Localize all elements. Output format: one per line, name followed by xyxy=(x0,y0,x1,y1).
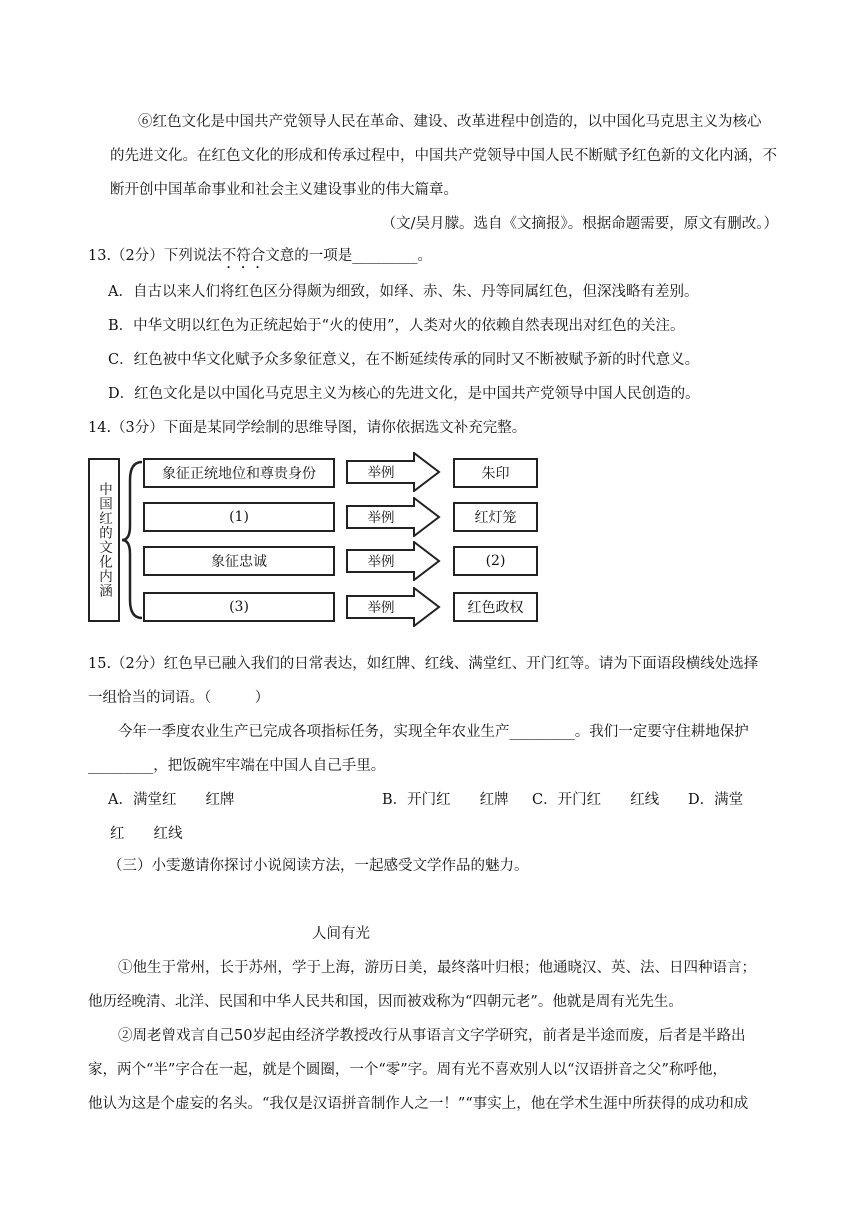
mindmap-row3-left: 象征忠诚 xyxy=(143,546,335,576)
q15-para-line1: 今年一季度农业生产已完成各项指标任务，实现全年农业生产_________。我们一定要守住耕地保护 xyxy=(118,724,749,740)
q13-option-a: A．自古以来人们将红色区分得颇为细致，如绎、赤、朱、丹等同属红色，但深浅略有差别。 xyxy=(108,284,699,300)
story-p1-line2: 他历经晚清、北洋、民国和中华人民共和国，因而被戏称为“四朝元老”。他就是周有光先生。 xyxy=(88,994,683,1010)
q15-stem-line1: 15.（2分）红色早已融入我们的日常表达，如红牌、红线、满堂红、开门红等。请为下面语段横线处选择 xyxy=(88,656,759,672)
mindmap-row4-arrow-label: 举例 xyxy=(367,600,395,616)
story-p1-line1: ①他生于常州，长于苏州，学于上海，游历日美，最终落叶归根；他通晓汉、英、法、日四种语言； xyxy=(118,960,756,976)
mindmap-row2-arrow-label: 举例 xyxy=(367,510,395,526)
q15-option-d: D．满堂 xyxy=(688,792,744,808)
mindmap-row1-arrow-label: 举例 xyxy=(367,465,395,481)
passage-p6-line1: ⑥红色文化是中国共产党领导人民在革命、建设、改革进程中创造的，以中国化马克思主义为核心 xyxy=(138,114,762,130)
mindmap-row1-left: 象征正统地位和尊贵身份 xyxy=(143,458,335,488)
mindmap-row3-right: (2) xyxy=(453,546,538,576)
story-p2-line2: 家，两个“半”字合在一起，就是个圆圈，一个“零”字。周有光不喜欢别人以“汉语拼音之父”称呼他， xyxy=(88,1062,727,1078)
section3-intro: （三）小雯邀请你探讨小说阅读方法，一起感受文学作品的魅力。 xyxy=(108,858,529,874)
mindmap-row2-right: 红灯笼 xyxy=(453,502,538,532)
mindmap-row1-right: 朱印 xyxy=(453,458,538,488)
passage-source: （文/吴月朦。选自《文摘报》。根据命题需要，原文有删改。） xyxy=(381,216,778,232)
q13-option-c: C．红色被中华文化赋予众多象征意义，在不断延续传承的同时又不断被赋予新的时代意义。 xyxy=(108,352,700,368)
q15-option-a: A．满堂红 红牌 xyxy=(108,792,235,808)
mindmap-row4-left: (3) xyxy=(143,592,335,622)
mindmap-row1-arrow xyxy=(346,452,441,490)
story-title: 人间有光 xyxy=(312,926,370,942)
q15-option-d-cont: 红 红线 xyxy=(110,826,183,842)
mindmap-root: 中国红的文化内涵 xyxy=(88,458,120,622)
q13-stem: 13.（2分）下列说法不符合文意的一项是_________。 xyxy=(88,248,433,264)
passage-p6-line2: 的先进文化。在红色文化的形成和传承过程中，中国共产党领导中国人民不断赋予红色新的文化内涵，不 xyxy=(110,148,777,164)
mindmap-row4-right: 红色政权 xyxy=(453,592,538,622)
mindmap-row2-left: (1) xyxy=(143,502,335,532)
story-p2-line1: ②周老曾戏言自己50岁起由经济学教授改行从事语言文字学研究，前者是半途而废，后者是半路出 xyxy=(118,1028,746,1044)
mindmap-row3-arrow xyxy=(346,541,441,579)
mindmap-row2-arrow xyxy=(346,497,441,535)
story-p2-line3: 他认为这是个虚妄的名头。“我仅是汉语拼音制作人之一！”“事实上，他在学术生涯中所获得的成功和成 xyxy=(88,1096,749,1112)
mindmap-row4-arrow xyxy=(346,587,441,625)
q14-stem: 14.（3分）下面是某同学绘制的思维导图，请你依据选文补充完整。 xyxy=(88,420,527,436)
q15-option-b: B．开门红 红牌 xyxy=(382,792,509,808)
q13-option-d: D．红色文化是以中国化马克思主义为核心的先进文化，是中国共产党领导中国人民创造的。 xyxy=(108,386,700,402)
passage-p6-line3: 断开创中国革命事业和社会主义建设事业的伟大篇章。 xyxy=(110,182,458,198)
q15-para-line2: _________，把饭碗牢牢端在中国人自己手里。 xyxy=(88,758,386,774)
q15-option-c: C．开门红 红线 xyxy=(532,792,660,808)
q15-stem-line2: 一组恰当的词语。（ ） xyxy=(88,690,270,706)
mindmap-row3-arrow-label: 举例 xyxy=(367,554,395,570)
q13-option-b: B．中华文明以红色为正统起始于“火的使用”，人类对火的依赖自然表现出对红色的关注。 xyxy=(108,318,685,334)
q13-emphasis: 不符合 xyxy=(221,248,266,264)
